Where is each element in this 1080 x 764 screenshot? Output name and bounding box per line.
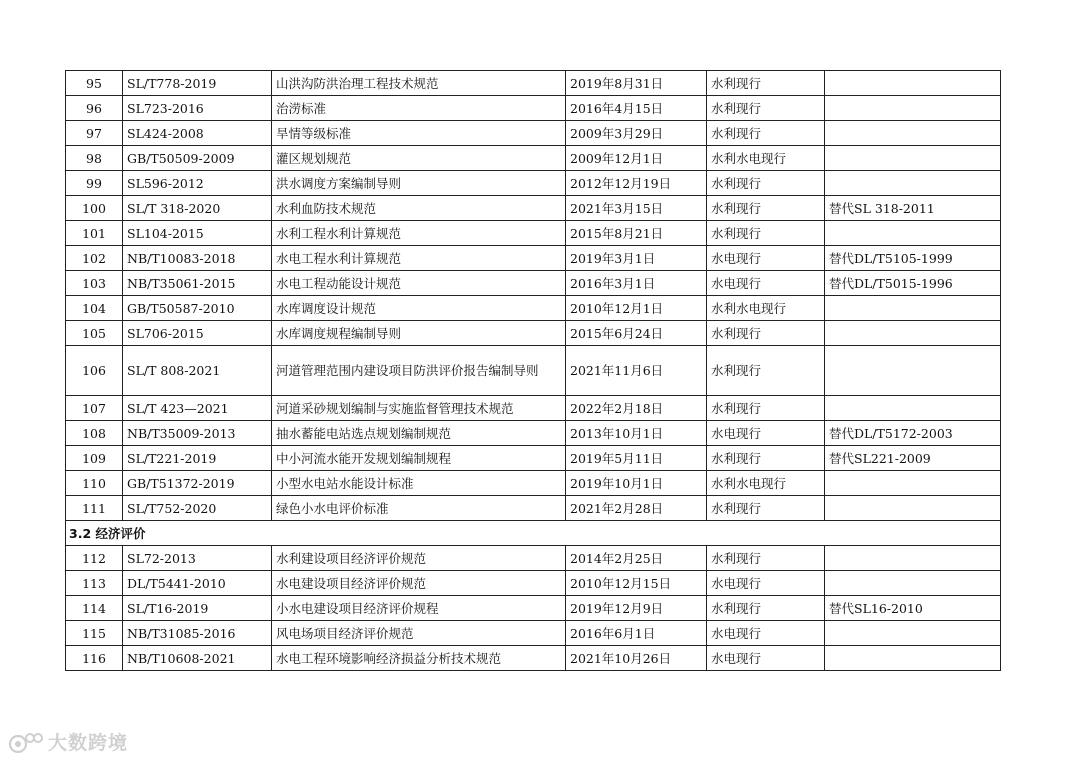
effective-date-cell: 2021年11月6日 <box>566 346 707 396</box>
standard-code-cell: DL/T5441-2010 <box>123 571 272 596</box>
remark-cell: 替代DL/T5105-1999 <box>825 246 1001 271</box>
row-number-cell: 97 <box>66 121 123 146</box>
status-cell: 水利现行 <box>707 396 825 421</box>
standard-code-cell: SL596-2012 <box>123 171 272 196</box>
standard-code-cell: GB/T50509-2009 <box>123 146 272 171</box>
table-row <box>66 196 1001 221</box>
table-row <box>66 546 1001 571</box>
remark-cell <box>825 496 1001 521</box>
effective-date-cell: 2021年2月28日 <box>566 496 707 521</box>
table-row <box>66 171 1001 196</box>
table-row <box>66 296 1001 321</box>
remark-cell <box>825 621 1001 646</box>
table-row <box>66 146 1001 171</box>
standard-name-cell: 抽水蓄能电站选点规划编制规范 <box>272 421 566 446</box>
table-row <box>66 121 1001 146</box>
effective-date-cell: 2009年12月1日 <box>566 146 707 171</box>
row-number-cell: 115 <box>66 621 123 646</box>
table-row <box>66 396 1001 421</box>
row-number-cell: 105 <box>66 321 123 346</box>
weibo-logo-icon <box>8 730 44 754</box>
status-cell: 水利现行 <box>707 596 825 621</box>
standard-code-cell: SL/T 808-2021 <box>123 346 272 396</box>
status-cell: 水利现行 <box>707 221 825 246</box>
remark-cell <box>825 471 1001 496</box>
standard-code-cell: NB/T10083-2018 <box>123 246 272 271</box>
row-number-cell: 103 <box>66 271 123 296</box>
remark-cell: 替代SL221-2009 <box>825 446 1001 471</box>
status-cell: 水利现行 <box>707 496 825 521</box>
watermark-text: 大数跨境 <box>48 732 129 754</box>
remark-cell <box>825 646 1001 671</box>
effective-date-cell: 2009年3月29日 <box>566 121 707 146</box>
standard-code-cell: SL72-2013 <box>123 546 272 571</box>
standard-name-cell: 小型水电站水能设计标准 <box>272 471 566 496</box>
effective-date-cell: 2015年6月24日 <box>566 321 707 346</box>
status-cell: 水利现行 <box>707 446 825 471</box>
standard-code-cell: SL424-2008 <box>123 121 272 146</box>
effective-date-cell: 2019年3月1日 <box>566 246 707 271</box>
row-number-cell: 113 <box>66 571 123 596</box>
effective-date-cell: 2021年10月26日 <box>566 646 707 671</box>
table-row <box>66 271 1001 296</box>
status-cell: 水利现行 <box>707 121 825 146</box>
remark-cell: 替代SL16-2010 <box>825 596 1001 621</box>
section-header-row <box>66 521 1001 546</box>
remark-cell <box>825 396 1001 421</box>
standard-name-cell: 水电工程环境影响经济损益分析技术规范 <box>272 646 566 671</box>
table-row <box>66 71 1001 96</box>
effective-date-cell: 2016年4月15日 <box>566 96 707 121</box>
standard-code-cell: GB/T51372-2019 <box>123 471 272 496</box>
standard-name-cell: 洪水调度方案编制导则 <box>272 171 566 196</box>
status-cell: 水电现行 <box>707 621 825 646</box>
effective-date-cell: 2010年12月1日 <box>566 296 707 321</box>
table-body <box>66 71 1001 671</box>
standard-code-cell: SL104-2015 <box>123 221 272 246</box>
status-cell: 水利现行 <box>707 346 825 396</box>
status-cell: 水电现行 <box>707 421 825 446</box>
status-cell: 水电现行 <box>707 246 825 271</box>
row-number-cell: 108 <box>66 421 123 446</box>
row-number-cell: 114 <box>66 596 123 621</box>
remark-cell <box>825 71 1001 96</box>
table-row <box>66 596 1001 621</box>
row-number-cell: 111 <box>66 496 123 521</box>
status-cell: 水电现行 <box>707 571 825 596</box>
standard-code-cell: SL/T 318-2020 <box>123 196 272 221</box>
effective-date-cell: 2012年12月19日 <box>566 171 707 196</box>
remark-cell <box>825 146 1001 171</box>
table-row <box>66 346 1001 396</box>
status-cell: 水利现行 <box>707 321 825 346</box>
standard-name-cell: 河道采砂规划编制与实施监督管理技术规范 <box>272 396 566 421</box>
remark-cell: 替代DL/T5015-1996 <box>825 271 1001 296</box>
status-cell: 水利现行 <box>707 196 825 221</box>
standard-code-cell: NB/T35061-2015 <box>123 271 272 296</box>
remark-cell <box>825 296 1001 321</box>
row-number-cell: 101 <box>66 221 123 246</box>
remark-cell <box>825 96 1001 121</box>
standard-name-cell: 水库调度规程编制导则 <box>272 321 566 346</box>
remark-cell <box>825 571 1001 596</box>
standard-name-cell: 小水电建设项目经济评价规程 <box>272 596 566 621</box>
standard-code-cell: SL/T 423—2021 <box>123 396 272 421</box>
watermark <box>8 728 128 755</box>
status-cell: 水利水电现行 <box>707 471 825 496</box>
status-cell: 水利水电现行 <box>707 296 825 321</box>
row-number-cell: 98 <box>66 146 123 171</box>
table-row <box>66 221 1001 246</box>
effective-date-cell: 2021年3月15日 <box>566 196 707 221</box>
remark-cell <box>825 321 1001 346</box>
standard-name-cell: 中小河流水能开发规划编制规程 <box>272 446 566 471</box>
standard-name-cell: 水电工程动能设计规范 <box>272 271 566 296</box>
remark-cell <box>825 221 1001 246</box>
standard-name-cell: 旱情等级标准 <box>272 121 566 146</box>
effective-date-cell: 2022年2月18日 <box>566 396 707 421</box>
remark-cell <box>825 121 1001 146</box>
remark-cell <box>825 346 1001 396</box>
standard-code-cell: SL/T16-2019 <box>123 596 272 621</box>
remark-cell: 替代SL 318-2011 <box>825 196 1001 221</box>
standard-code-cell: NB/T35009-2013 <box>123 421 272 446</box>
table-row <box>66 321 1001 346</box>
standard-name-cell: 水库调度设计规范 <box>272 296 566 321</box>
effective-date-cell: 2019年10月1日 <box>566 471 707 496</box>
standard-code-cell: SL723-2016 <box>123 96 272 121</box>
table-row <box>66 421 1001 446</box>
standard-code-cell: NB/T10608-2021 <box>123 646 272 671</box>
row-number-cell: 110 <box>66 471 123 496</box>
row-number-cell: 102 <box>66 246 123 271</box>
effective-date-cell: 2019年8月31日 <box>566 71 707 96</box>
remark-cell <box>825 546 1001 571</box>
table-row <box>66 621 1001 646</box>
effective-date-cell: 2016年6月1日 <box>566 621 707 646</box>
effective-date-cell: 2015年8月21日 <box>566 221 707 246</box>
effective-date-cell: 2016年3月1日 <box>566 271 707 296</box>
status-cell: 水利现行 <box>707 71 825 96</box>
row-number-cell: 99 <box>66 171 123 196</box>
standard-code-cell: NB/T31085-2016 <box>123 621 272 646</box>
standard-name-cell: 水利建设项目经济评价规范 <box>272 546 566 571</box>
remark-cell: 替代DL/T5172-2003 <box>825 421 1001 446</box>
row-number-cell: 112 <box>66 546 123 571</box>
table-row <box>66 646 1001 671</box>
row-number-cell: 116 <box>66 646 123 671</box>
row-number-cell: 109 <box>66 446 123 471</box>
table-row <box>66 471 1001 496</box>
row-number-cell: 104 <box>66 296 123 321</box>
row-number-cell: 96 <box>66 96 123 121</box>
standard-name-cell: 水电工程水利计算规范 <box>272 246 566 271</box>
effective-date-cell: 2013年10月1日 <box>566 421 707 446</box>
standard-code-cell: SL/T752-2020 <box>123 496 272 521</box>
row-number-cell: 107 <box>66 396 123 421</box>
standard-name-cell: 水利工程水利计算规范 <box>272 221 566 246</box>
row-number-cell: 100 <box>66 196 123 221</box>
standard-code-cell: SL/T221-2019 <box>123 446 272 471</box>
standard-code-cell: GB/T50587-2010 <box>123 296 272 321</box>
standard-name-cell: 河道管理范围内建设项目防洪评价报告编制导则 <box>272 346 566 396</box>
standard-code-cell: SL/T778-2019 <box>123 71 272 96</box>
status-cell: 水电现行 <box>707 271 825 296</box>
remark-cell <box>825 171 1001 196</box>
standard-name-cell: 治涝标准 <box>272 96 566 121</box>
row-number-cell: 95 <box>66 71 123 96</box>
effective-date-cell: 2014年2月25日 <box>566 546 707 571</box>
table-row <box>66 246 1001 271</box>
effective-date-cell: 2019年5月11日 <box>566 446 707 471</box>
row-number-cell: 106 <box>66 346 123 396</box>
section-title: 3.2 经济评价 <box>66 521 1001 546</box>
standard-name-cell: 绿色小水电评价标准 <box>272 496 566 521</box>
standard-code-cell: SL706-2015 <box>123 321 272 346</box>
effective-date-cell: 2019年12月9日 <box>566 596 707 621</box>
standard-name-cell: 山洪沟防洪治理工程技术规范 <box>272 71 566 96</box>
standard-name-cell: 灌区规划规范 <box>272 146 566 171</box>
table-row <box>66 96 1001 121</box>
standard-name-cell: 水电建设项目经济评价规范 <box>272 571 566 596</box>
table-row <box>66 446 1001 471</box>
standard-name-cell: 风电场项目经济评价规范 <box>272 621 566 646</box>
status-cell: 水利现行 <box>707 171 825 196</box>
table-row <box>66 496 1001 521</box>
status-cell: 水电现行 <box>707 646 825 671</box>
standards-table <box>65 70 1001 671</box>
status-cell: 水利水电现行 <box>707 146 825 171</box>
effective-date-cell: 2010年12月15日 <box>566 571 707 596</box>
table-row <box>66 571 1001 596</box>
status-cell: 水利现行 <box>707 546 825 571</box>
status-cell: 水利现行 <box>707 96 825 121</box>
standard-name-cell: 水利血防技术规范 <box>272 196 566 221</box>
